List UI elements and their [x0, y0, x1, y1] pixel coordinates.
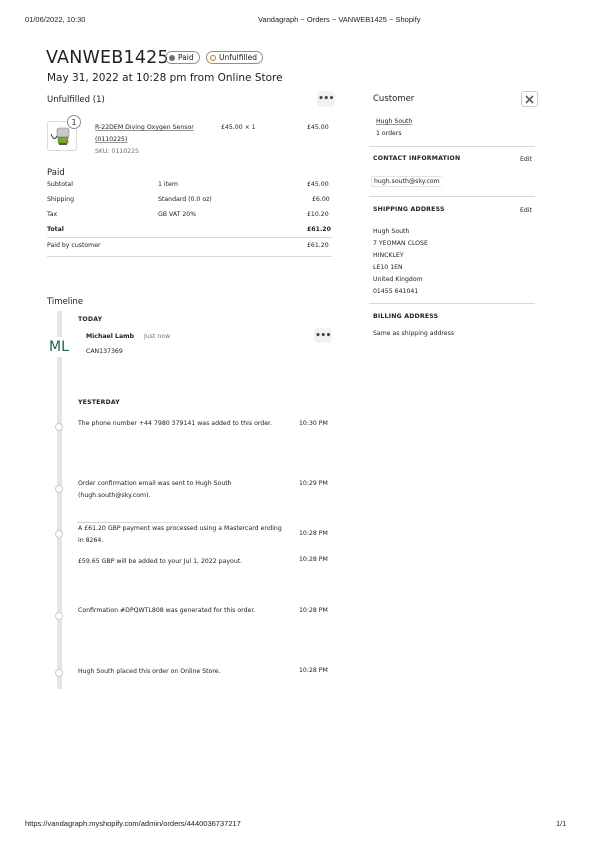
timeline-event-text: The phone number +44 7980 379141 was added to this order.	[78, 420, 272, 427]
customer-orders-count: 1 orders	[376, 130, 402, 137]
commenter-avatar: ML	[46, 337, 72, 357]
timeline-event-time: 10:28 PM	[299, 556, 328, 563]
paid-divider	[47, 237, 332, 238]
shipping-amount: £6.00	[312, 196, 330, 203]
shipping-edit-button[interactable]: Edit	[520, 207, 532, 214]
timeline-event-dot	[55, 669, 63, 677]
fulfillment-status-badge	[206, 51, 263, 64]
contact-edit-button[interactable]: Edit	[520, 156, 532, 163]
product-name-link[interactable]: R-22DEM Diving Oxygen Sensor (0110225)	[95, 124, 194, 143]
paid-by-customer-label: Paid by customer	[47, 242, 101, 249]
comment-author: Michael Lamb	[86, 333, 134, 340]
shipping-label: Shipping	[47, 196, 74, 203]
tax-desc: GB VAT 20%	[158, 211, 197, 218]
contact-info-title: CONTACT INFORMATION	[373, 155, 461, 162]
timeline-title: Timeline	[47, 297, 84, 307]
timeline-event-text: £59.65 GBP will be added to your Jul 1, 2022 payout.	[78, 558, 243, 565]
timeline-track	[57, 311, 62, 689]
timeline-event-time: 10:28 PM	[299, 667, 328, 674]
more-horizontal-icon: •••	[315, 330, 331, 341]
address-line: Hugh South	[373, 228, 410, 235]
comment-text: CAN137369	[86, 348, 123, 355]
product-price-qty: £45.00 × 1	[221, 124, 256, 131]
timeline-event-dot	[55, 423, 63, 431]
address-line: 7 YEOMAN CLOSE	[373, 240, 428, 247]
paid-title: Paid	[47, 168, 65, 178]
quantity-badge: 1	[67, 115, 81, 129]
paid-by-customer-amount: £61.20	[307, 242, 329, 249]
fulfillment-status-label: Unfulfilled	[219, 53, 257, 62]
customer-name-link[interactable]: Hugh South	[376, 118, 413, 125]
address-line: HINCKLEY	[373, 252, 404, 259]
contact-divider	[369, 196, 535, 197]
page-title: VANWEB1425	[46, 48, 169, 68]
unfulfilled-title: Unfulfilled (1)	[47, 95, 105, 105]
close-icon	[525, 95, 534, 104]
tax-label: Tax	[47, 211, 58, 218]
total-label: Total	[47, 226, 64, 233]
total-amount: £61.20	[307, 226, 331, 233]
timeline-event-text: Confirmation #DPQWTL808 was generated for this order.	[78, 607, 256, 614]
timeline-event-time: 10:28 PM	[299, 607, 328, 614]
paid-card-bottom-divider	[47, 256, 332, 257]
product-sku: SKU: 0110225	[95, 148, 139, 155]
print-page-number: 1/1	[556, 819, 567, 828]
unfulfilled-dot-icon	[210, 55, 216, 61]
subtotal-amount: £45.00	[307, 181, 329, 188]
paid-dot-icon	[169, 55, 175, 61]
billing-address-title: BILLING ADDRESS	[373, 313, 439, 320]
timeline-event-dot	[55, 530, 63, 538]
print-url: https://vandagraph.myshopify.com/admin/orders/4440036737217	[25, 819, 241, 828]
shipping-divider	[369, 303, 535, 304]
order-subtitle: May 31, 2022 at 10:28 pm from Online Store	[47, 72, 283, 84]
print-title: Vandagraph ~ Orders ~ VANWEB1425 ~ Shopify	[258, 15, 421, 24]
shipping-address-title: SHIPPING ADDRESS	[373, 206, 445, 213]
timeline-event-dot	[55, 485, 63, 493]
timeline-yesterday-label: YESTERDAY	[78, 399, 120, 406]
timeline-event-dot	[55, 612, 63, 620]
timeline-event-text[interactable]: A £61.20 GBP payment was processed using a Mastercard ending in 8264.	[78, 525, 282, 544]
timeline-today-label: TODAY	[78, 316, 103, 323]
more-horizontal-icon: •••	[318, 94, 334, 104]
subtotal-label: Subtotal	[47, 181, 73, 188]
remove-customer-button[interactable]	[521, 91, 538, 107]
billing-address-text: Same as shipping address	[373, 330, 455, 337]
timeline-event-time: 10:30 PM	[299, 420, 328, 427]
address-line: United Kingdom	[373, 276, 423, 283]
address-phone: 01455 641041	[373, 288, 419, 295]
customer-divider	[369, 146, 535, 147]
customer-title: Customer	[373, 94, 415, 104]
timeline-event-time: 10:28 PM	[299, 530, 328, 537]
timeline-event-text: Hugh South placed this order on Online Store.	[78, 668, 221, 675]
comment-timestamp: Just now	[144, 333, 171, 340]
product-line-total: £45.00	[307, 124, 329, 131]
print-datetime: 01/06/2022, 10:30	[25, 15, 86, 24]
subtotal-desc: 1 item	[158, 181, 178, 188]
unfulfilled-more-button[interactable]	[317, 91, 335, 107]
customer-email-link[interactable]: hugh.south@sky.com	[371, 176, 442, 187]
tax-amount: £10.20	[307, 211, 329, 218]
timeline-event-time: 10:29 PM	[299, 480, 328, 487]
comment-more-button[interactable]	[314, 328, 332, 343]
payment-status-badge	[165, 51, 200, 64]
shipping-desc: Standard (0.0 oz)	[158, 196, 212, 203]
payment-status-label: Paid	[178, 53, 194, 62]
timeline-event-text: Order confirmation email was sent to Hugh South (hugh.south@sky.com).	[78, 480, 232, 499]
address-line: LE10 1EN	[373, 264, 403, 271]
